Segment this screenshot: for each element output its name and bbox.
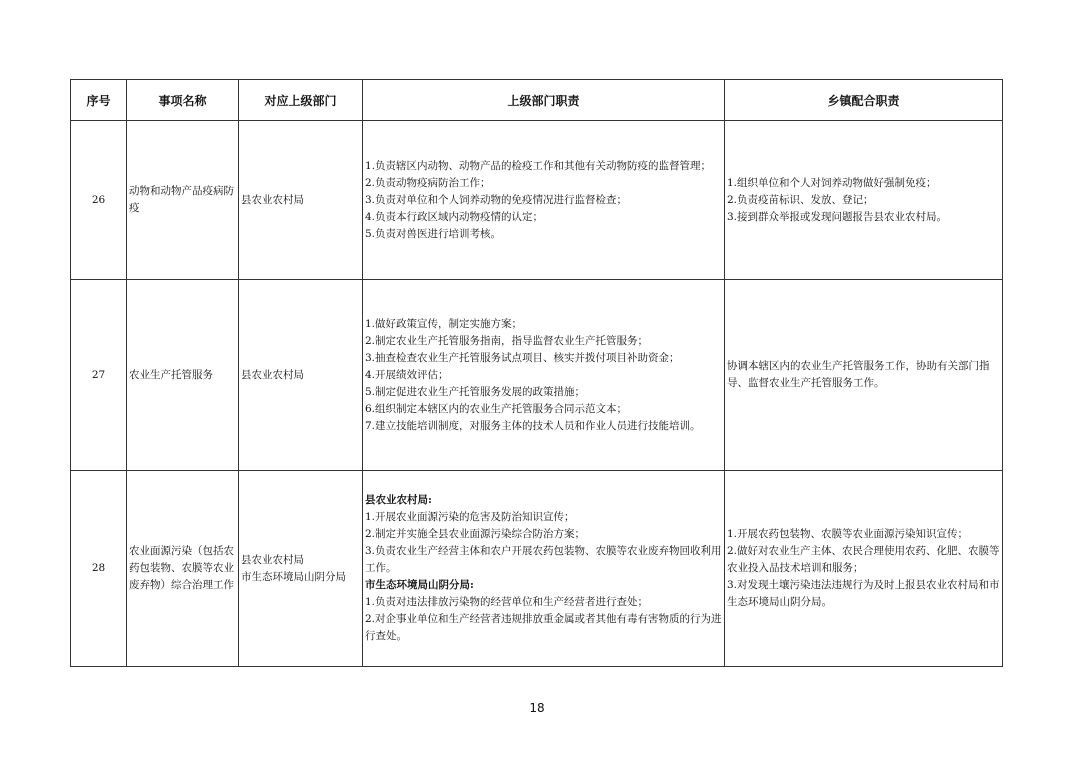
duty-group-title: 市生态环境局山阴分局: bbox=[365, 579, 474, 591]
duty-line: 4.负责本行政区域内动物疫情的认定； bbox=[365, 210, 544, 223]
duty-line: 3.抽查检查农业生产托管服务试点项目、核实并拨付项目补助资金； bbox=[365, 351, 680, 364]
dept-name-line: 市生态环境局山阴分局 bbox=[241, 570, 346, 583]
header-dept-duties: 上级部门职责 bbox=[363, 80, 725, 121]
duty-group-title: 县农业农村局: bbox=[365, 494, 432, 506]
town-duties bbox=[725, 121, 1003, 280]
header-row bbox=[71, 80, 1003, 121]
duty-line: 3.负责对单位和个人饲养动物的免疫情况进行监督检查； bbox=[365, 193, 628, 206]
dept-duties bbox=[363, 280, 725, 471]
duty-line: 7.建立技能培训制度，对服务主体的技术人员和作业人员进行技能培训。 bbox=[365, 419, 701, 432]
town-duty-line: 2.做好对农业生产主体、农民合理使用农药、化肥、农膜等农业投入品技术培训和服务； bbox=[727, 545, 1000, 574]
table-row bbox=[71, 280, 1003, 471]
header-dept: 对应上级部门 bbox=[239, 80, 363, 121]
duty-line: 6.组织制定本辖区内的农业生产托管服务合同示范文本； bbox=[365, 402, 628, 415]
town-duty-line: 3.对发现土壤污染违法违规行为及时上报县农业农村局和市生态环境局山阴分局。 bbox=[727, 579, 1000, 608]
row-number: 27 bbox=[71, 280, 127, 471]
duty-line: 2.负责动物疫病防治工作； bbox=[365, 176, 491, 189]
row-number: 28 bbox=[71, 471, 127, 667]
duty-line: 1.负责辖区内动物、动物产品的检疫工作和其他有关动物防疫的监督管理； bbox=[365, 159, 712, 172]
duty-line: 1.负责对违法排放污染物的经营单位和生产经营者进行查处； bbox=[365, 596, 649, 608]
header-no: 序号 bbox=[71, 80, 127, 121]
item-name: 农业面源污染（包括农药包装物、农膜等农业废弃物）综合治理工作 bbox=[127, 471, 239, 667]
duty-line: 1.开展农业面源污染的危害及防治知识宣传； bbox=[365, 511, 575, 523]
dept-name: 县农业农村局 bbox=[239, 121, 363, 280]
town-duty-line: 1.组织单位和个人对饲养动物做好强制免疫； bbox=[727, 176, 937, 189]
duty-line: 2.制定农业生产托管服务指南，指导监督农业生产托管服务； bbox=[365, 334, 649, 347]
item-name: 农业生产托管服务 bbox=[127, 280, 239, 471]
page-number: 18 bbox=[529, 701, 545, 715]
item-name: 动物和动物产品疫病防疫 bbox=[127, 121, 239, 280]
dept-name bbox=[239, 471, 363, 667]
duty-line: 5.负责对兽医进行培训考核。 bbox=[365, 227, 502, 240]
duty-table bbox=[70, 79, 1003, 667]
town-duty-line: 1.开展农药包装物、农膜等农业面源污染知识宣传； bbox=[727, 528, 969, 540]
row-number: 26 bbox=[71, 121, 127, 280]
duty-line: 1.做好政策宣传，制定实施方案； bbox=[365, 317, 523, 330]
dept-name: 县农业农村局 bbox=[239, 280, 363, 471]
dept-duties bbox=[363, 471, 725, 667]
duty-line: 2.对企事业单位和生产经营者违规排放重金属或者其他有毒有害物质的行为进行查处。 bbox=[365, 613, 722, 642]
header-item-name: 事项名称 bbox=[127, 80, 239, 121]
duty-line: 3.负责农业生产经营主体和农户开展农药包装物、农膜等农业废弃物回收利用工作。 bbox=[365, 545, 722, 574]
dept-duties bbox=[363, 121, 725, 280]
duty-line: 4.开展绩效评估； bbox=[365, 368, 449, 381]
dept-name-line: 县农业农村局 bbox=[241, 553, 304, 566]
header-town-duties: 乡镇配合职责 bbox=[725, 80, 1003, 121]
town-duty-line: 2.负责疫苗标识、发放、登记； bbox=[727, 193, 874, 206]
town-duty-line: 协调本辖区内的农业生产托管服务工作，协助有关部门指导、监督农业生产托管服务工作。 bbox=[727, 360, 990, 389]
town-duty-line: 3.接到群众举报或发现问题报告县农业农村局。 bbox=[727, 210, 948, 223]
table-row bbox=[71, 471, 1003, 667]
town-duties bbox=[725, 471, 1003, 667]
duty-line: 5.制定促进农业生产托管服务发展的政策措施； bbox=[365, 385, 586, 398]
duty-line: 2.制定并实施全县农业面源污染综合防治方案； bbox=[365, 528, 586, 540]
table-row bbox=[71, 121, 1003, 280]
town-duties bbox=[725, 280, 1003, 471]
